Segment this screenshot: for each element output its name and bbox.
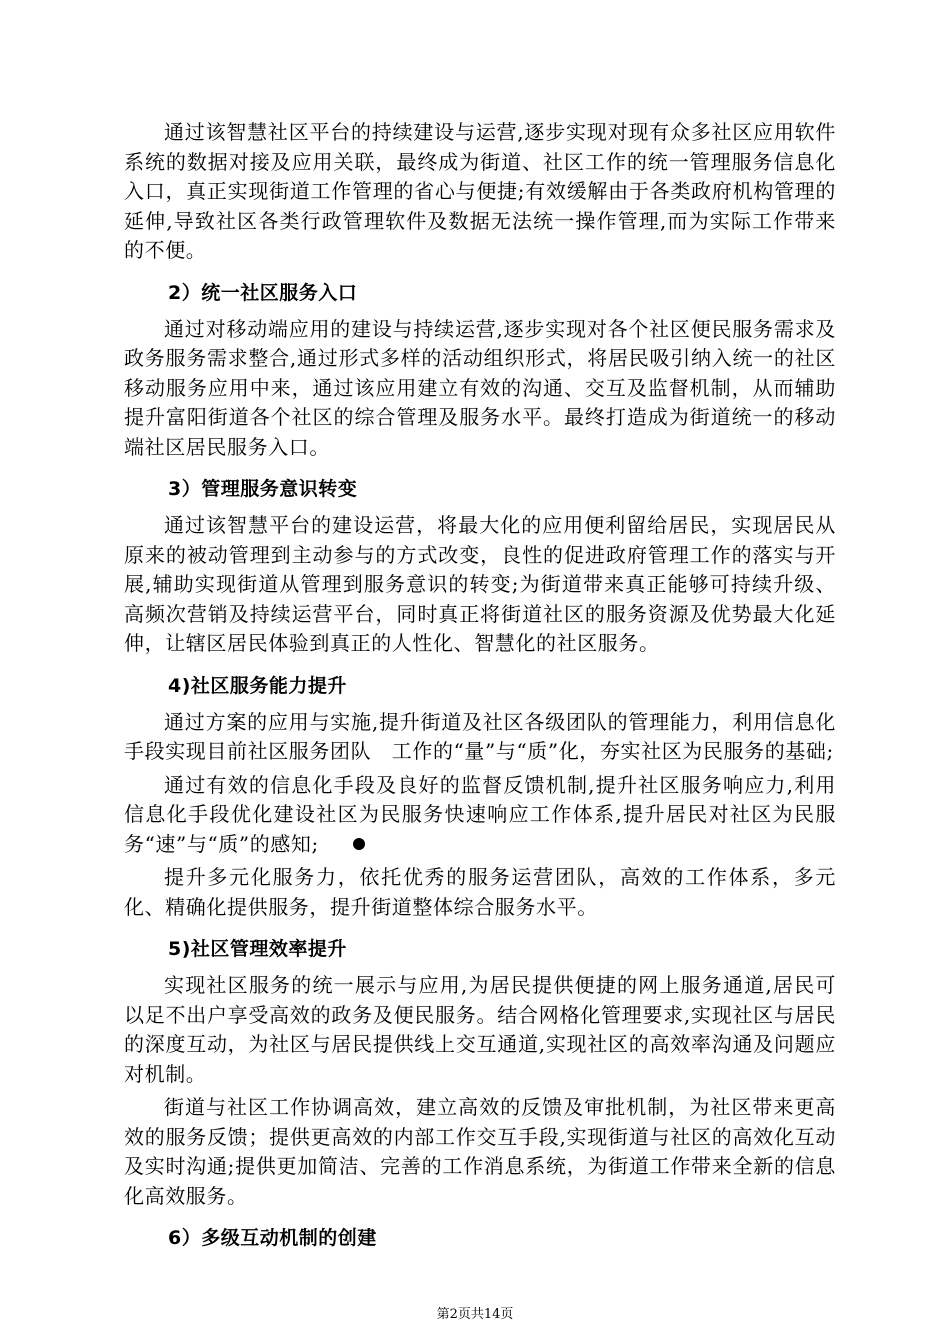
bullet-dot-icon — [353, 838, 365, 850]
section-heading: 5)社区管理效率提升 — [168, 938, 347, 960]
section-heading: 2）统一社区服务入口 — [168, 281, 358, 304]
paragraph: 通过该智慧平台的建设运营，将最大化的应用便利留给居民，实现居民从原来的被动管理到主动参与的方式改变，良性的促进政府管理工作的落实与开展,辅助实现街道从管理到服务意识的转变;为街道带来真正能够可持续升级、高频次营销及持续运营平台，同时真正将街道社区的服务资源及优势最大化延伸，让辖区居民体验到真正的人性化、智慧化的社区服务。 — [124, 513, 836, 655]
paragraph: 提升多元化服务力，依托优秀的服务运营团队，高效的工作体系，多元化、精确化提供服务，提升街道整体综合服务水平。 — [124, 865, 836, 919]
paragraph: 通过该智慧社区平台的持续建设与运营,逐步实现对现有众多社区应用软件系统的数据对接及应用关联，最终成为街道、社区工作的统一管理服务信息化入口，真正实现街道工作管理的省心与便捷;有效缓解由于各类政府机构管理的延伸,导致社区各类行政管理软件及数据无法统一操作管理,而为实际工作带来的不便。 — [124, 120, 836, 262]
paragraph: 通过对移动端应用的建设与持续运营,逐步实现对各个社区便民服务需求及政务服务需求整合,通过形式多样的活动组织形式，将居民吸引纳入统一的社区移动服务应用中来，通过该应用建立有效的沟通、交互及监督机制，从而辅助提升富阳街道各个社区的综合管理及服务水平。最终打造成为街道统一的移动端社区居民服务入口。 — [124, 316, 836, 459]
paragraph-with-bullet — [124, 771, 836, 860]
document-body — [124, 118, 836, 1260]
paragraph: 通过方案的应用与实施,提升街道及社区各级团队的管理能力，利用信息化手段实现目前社区服务团队 工作的“量”与“质”化，夯实社区为民服务的基础; — [124, 709, 836, 763]
paragraph: 实现社区服务的统一展示与应用,为居民提供便捷的网上服务通道,居民可以足不出户享受高效的政务及便民服务。结合网格化管理要求,实现社区与居民的深度互动，为社区与居民提供线上交互通道,实现社区的高效率沟通及问题应对机制。 — [124, 973, 836, 1086]
page-footer: 第2页共14页 — [436, 1307, 514, 1322]
paragraph-text: 通过有效的信息化手段及良好的监督反馈机制,提升社区服务响应力,利用信息化手段优化建设社区为民服务快速响应工作体系,提升居民对社区为民服务“速”与“质”的感知; — [124, 772, 836, 856]
section-heading: 4)社区服务能力提升 — [168, 674, 347, 697]
paragraph: 街道与社区工作协调高效，建立高效的反馈及审批机制，为社区带来更高效的服务反馈；提供更高效的内部工作交互手段,实现街道与社区的高效化互动及实时沟通;提供更加简洁、完善的工作消息系统，为街道工作带来全新的信息化高效服务。 — [124, 1095, 836, 1208]
section-heading: 6）多级互动机制的创建 — [168, 1227, 377, 1249]
section-heading: 3）管理服务意识转变 — [168, 478, 358, 500]
